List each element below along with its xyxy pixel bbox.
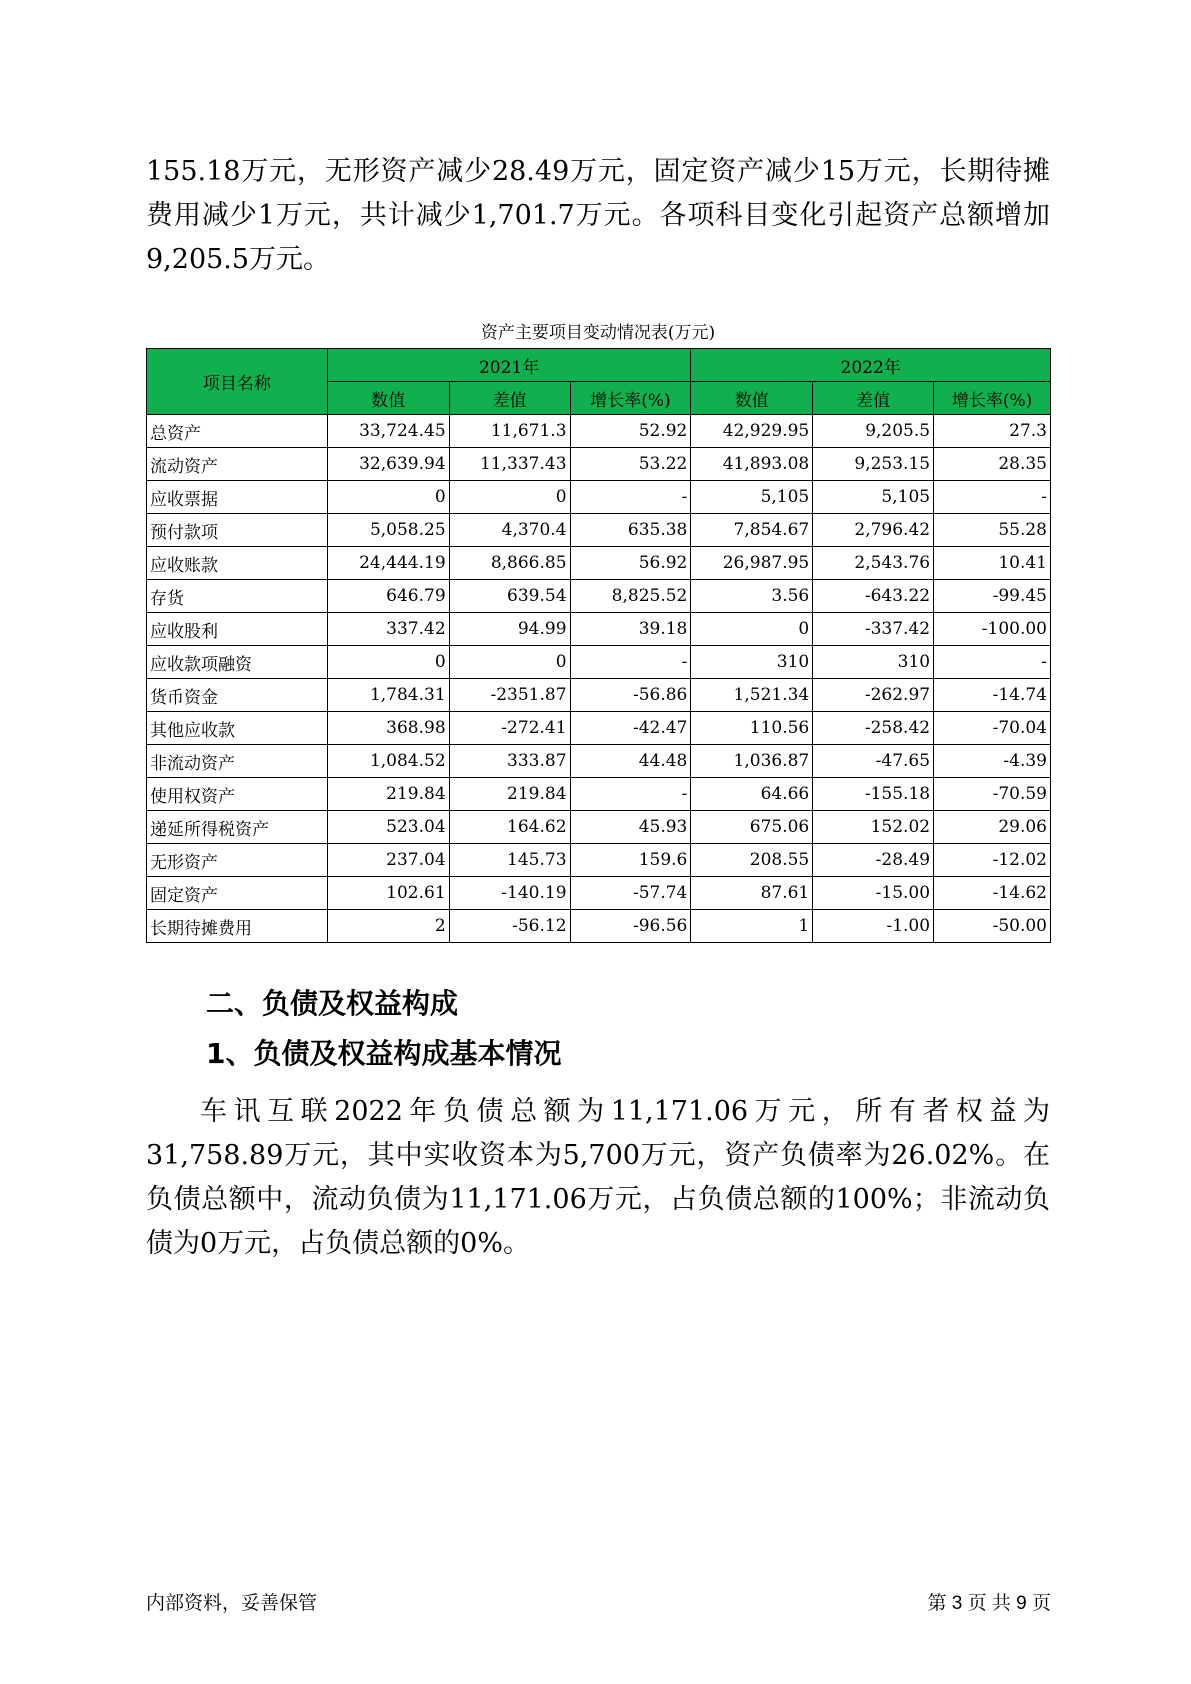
cell-r1: 635.38	[570, 514, 691, 547]
table-row	[147, 514, 1051, 547]
cell-v2: 208.55	[691, 844, 813, 877]
table-row	[147, 580, 1051, 613]
cell-v2: 5,105	[691, 481, 813, 514]
footer-page-number: 第 3 页 共 9 页	[927, 1593, 1051, 1614]
row-label: 无形资产	[147, 844, 328, 877]
cell-v1: 368.98	[327, 712, 449, 745]
table-caption: 资产主要项目变动情况表(万元)	[480, 323, 716, 343]
cell-d2: -47.65	[813, 745, 934, 778]
header-rate: 增长率(%)	[934, 382, 1051, 415]
cell-d2: 2,543.76	[813, 547, 934, 580]
cell-d1: 11,337.43	[449, 448, 570, 481]
header-rate: 增长率(%)	[570, 382, 691, 415]
table-row	[147, 481, 1051, 514]
cell-v2: 42,929.95	[691, 415, 813, 448]
cell-v1: 1,784.31	[327, 679, 449, 712]
cell-r1: 8,825.52	[570, 580, 691, 613]
cell-v2: 87.61	[691, 877, 813, 910]
cell-r1: -	[570, 646, 691, 679]
header-value: 数值	[327, 382, 449, 415]
cell-r1: 52.92	[570, 415, 691, 448]
header-diff: 差值	[813, 382, 934, 415]
body-paragraph: 车讯互联2022年负债总额为11,171.06万元，所有者权益为31,758.89万元，其中实收资本为5,700万元，资产负债率为26.02%。在负债总额中，流动负债为11,171.06万元，占负债总额的100%；非流动负债为0万元，占负债总额的0%。	[146, 1096, 1050, 1259]
cell-v2: 675.06	[691, 811, 813, 844]
cell-v1: 0	[327, 481, 449, 514]
cell-r1: 53.22	[570, 448, 691, 481]
cell-d1: 0	[449, 646, 570, 679]
cell-v2: 7,854.67	[691, 514, 813, 547]
table-row	[147, 613, 1051, 646]
cell-d1: -2351.87	[449, 679, 570, 712]
header-diff: 差值	[449, 382, 570, 415]
cell-r2: -50.00	[934, 910, 1051, 943]
cell-d2: 2,796.42	[813, 514, 934, 547]
cell-r1: 39.18	[570, 613, 691, 646]
table-row	[147, 646, 1051, 679]
cell-d1: 94.99	[449, 613, 570, 646]
cell-r2: -4.39	[934, 745, 1051, 778]
cell-d2: -643.22	[813, 580, 934, 613]
row-label: 总资产	[147, 415, 328, 448]
cell-d2: 310	[813, 646, 934, 679]
table-row	[147, 910, 1051, 943]
cell-v1: 0	[327, 646, 449, 679]
cell-d2: -337.42	[813, 613, 934, 646]
cell-r2: 27.3	[934, 415, 1051, 448]
cell-r2: 10.41	[934, 547, 1051, 580]
cell-v1: 1,084.52	[327, 745, 449, 778]
cell-d2: -15.00	[813, 877, 934, 910]
cell-v1: 33,724.45	[327, 415, 449, 448]
cell-d1: 333.87	[449, 745, 570, 778]
cell-r2: -70.59	[934, 778, 1051, 811]
cell-d1: -272.41	[449, 712, 570, 745]
section-heading: 二、负债及权益构成	[206, 987, 459, 1020]
cell-v2: 110.56	[691, 712, 813, 745]
table-row	[147, 547, 1051, 580]
cell-d1: 0	[449, 481, 570, 514]
footer-confidential: 内部资料，妥善保管	[146, 1593, 318, 1614]
row-label: 其他应收款	[147, 712, 328, 745]
cell-d2: -28.49	[813, 844, 934, 877]
table-body	[147, 415, 1051, 943]
cell-d1: 639.54	[449, 580, 570, 613]
row-label: 预付款项	[147, 514, 328, 547]
cell-v1: 237.04	[327, 844, 449, 877]
cell-v2: 26,987.95	[691, 547, 813, 580]
cell-r2: 28.35	[934, 448, 1051, 481]
row-label: 递延所得税资产	[147, 811, 328, 844]
table-row	[147, 679, 1051, 712]
cell-d1: 164.62	[449, 811, 570, 844]
cell-d2: 5,105	[813, 481, 934, 514]
cell-r1: -96.56	[570, 910, 691, 943]
cell-r2: -14.62	[934, 877, 1051, 910]
row-label: 流动资产	[147, 448, 328, 481]
subsection-heading: 1、负债及权益构成基本情况	[206, 1037, 562, 1070]
cell-v1: 523.04	[327, 811, 449, 844]
cell-d2: -262.97	[813, 679, 934, 712]
intro-paragraph: 155.18万元，无形资产减少28.49万元，固定资产减少15万元，长期待摊费用减少1万元，共计减少1,701.7万元。各项科目变化引起资产总额增加9,205.5万元。	[146, 156, 1050, 275]
cell-r2: -99.45	[934, 580, 1051, 613]
cell-v2: 0	[691, 613, 813, 646]
cell-d1: -140.19	[449, 877, 570, 910]
cell-d2: 152.02	[813, 811, 934, 844]
cell-r2: -14.74	[934, 679, 1051, 712]
cell-d1: 11,671.3	[449, 415, 570, 448]
row-label: 使用权资产	[147, 778, 328, 811]
cell-v2: 1,036.87	[691, 745, 813, 778]
row-label: 货币资金	[147, 679, 328, 712]
cell-r1: 45.93	[570, 811, 691, 844]
cell-r2: -100.00	[934, 613, 1051, 646]
cell-r1: 56.92	[570, 547, 691, 580]
cell-r2: -	[934, 481, 1051, 514]
table-row	[147, 778, 1051, 811]
table-row	[147, 877, 1051, 910]
cell-v1: 219.84	[327, 778, 449, 811]
cell-r1: -	[570, 778, 691, 811]
header-year-2022: 2022年	[691, 349, 1051, 382]
header-year-2021: 2021年	[327, 349, 691, 382]
row-label: 非流动资产	[147, 745, 328, 778]
cell-r2: 29.06	[934, 811, 1051, 844]
row-label: 长期待摊费用	[147, 910, 328, 943]
cell-v1: 32,639.94	[327, 448, 449, 481]
cell-d1: 145.73	[449, 844, 570, 877]
cell-v2: 41,893.08	[691, 448, 813, 481]
header-item-name: 项目名称	[147, 349, 328, 415]
cell-d1: 4,370.4	[449, 514, 570, 547]
cell-r1: -57.74	[570, 877, 691, 910]
cell-d2: -155.18	[813, 778, 934, 811]
row-label: 应收账款	[147, 547, 328, 580]
cell-v2: 1	[691, 910, 813, 943]
cell-v2: 3.56	[691, 580, 813, 613]
row-label: 应收票据	[147, 481, 328, 514]
cell-v1: 5,058.25	[327, 514, 449, 547]
cell-r2: 55.28	[934, 514, 1051, 547]
cell-v1: 102.61	[327, 877, 449, 910]
table-row	[147, 844, 1051, 877]
table-row	[147, 745, 1051, 778]
cell-r1: -42.47	[570, 712, 691, 745]
header-value: 数值	[691, 382, 813, 415]
table-row	[147, 448, 1051, 481]
cell-v2: 1,521.34	[691, 679, 813, 712]
cell-d2: -1.00	[813, 910, 934, 943]
table-row	[147, 712, 1051, 745]
cell-d2: 9,205.5	[813, 415, 934, 448]
cell-r2: -12.02	[934, 844, 1051, 877]
cell-d1: 8,866.85	[449, 547, 570, 580]
cell-v1: 24,444.19	[327, 547, 449, 580]
cell-r2: -70.04	[934, 712, 1051, 745]
cell-r1: -	[570, 481, 691, 514]
cell-d2: -258.42	[813, 712, 934, 745]
cell-r2: -	[934, 646, 1051, 679]
cell-v2: 64.66	[691, 778, 813, 811]
table-row	[147, 811, 1051, 844]
cell-r1: 44.48	[570, 745, 691, 778]
table-row	[147, 415, 1051, 448]
row-label: 存货	[147, 580, 328, 613]
cell-v1: 2	[327, 910, 449, 943]
cell-v2: 310	[691, 646, 813, 679]
row-label: 应收款项融资	[147, 646, 328, 679]
row-label: 固定资产	[147, 877, 328, 910]
cell-v1: 646.79	[327, 580, 449, 613]
cell-d2: 9,253.15	[813, 448, 934, 481]
cell-r1: -56.86	[570, 679, 691, 712]
row-label: 应收股利	[147, 613, 328, 646]
cell-r1: 159.6	[570, 844, 691, 877]
cell-d1: 219.84	[449, 778, 570, 811]
asset-change-table	[146, 348, 1051, 943]
cell-d1: -56.12	[449, 910, 570, 943]
cell-v1: 337.42	[327, 613, 449, 646]
